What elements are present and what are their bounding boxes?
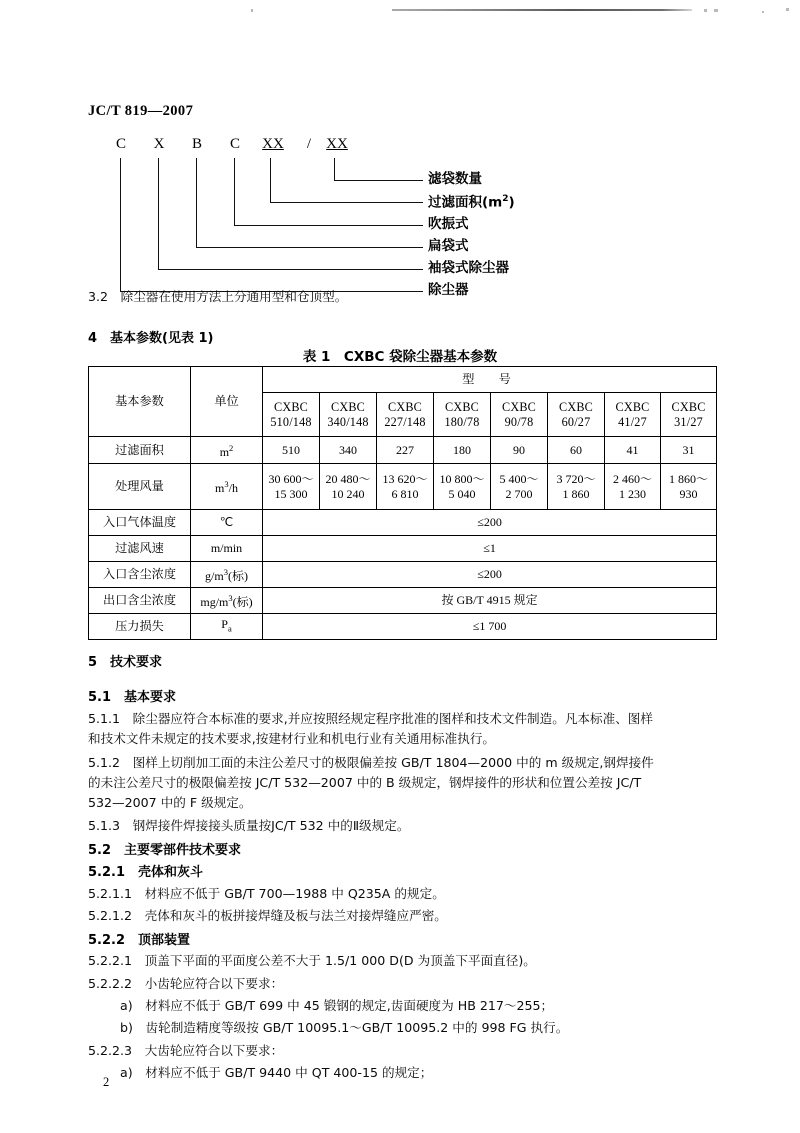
cell-value: 31: [661, 437, 717, 464]
header-cell-model-8: [661, 393, 717, 437]
model-name-line2: 60/27: [561, 414, 591, 429]
model-name-line1: CXBC: [559, 399, 593, 414]
clause-3-2: 3.2 除尘器在使用方法上分通用型和仓顶型。: [88, 289, 348, 304]
clause-5-2-2-2-item-b: b) 齿轮制造精度等级按 GB/T 10095.1～GB/T 10095.2 中的 998 FG 执行。: [120, 1020, 569, 1035]
cell-value: 41: [605, 437, 661, 464]
header-cell-unit: 单位: [191, 367, 263, 437]
cell-value: 510: [263, 437, 320, 464]
scan-artifact-line: [392, 9, 692, 11]
table-row: [89, 536, 717, 562]
row-label-air-volume: 处理风量: [89, 464, 191, 510]
unit-base: mg/m: [200, 595, 229, 609]
cell-value-top: 30 600～: [268, 471, 314, 486]
header-cell-parameter: 基本参数: [89, 367, 191, 437]
cell-value-bottom: 1 230: [619, 486, 646, 501]
clause-5-1-3: 5.1.3 钢焊接件焊接接头质量按JC/T 532 中的Ⅱ级规定。: [88, 818, 410, 833]
header-cell-model-3: [377, 393, 434, 437]
scan-artifact-dot: [762, 11, 764, 13]
section-5-2-1-heading: 5.2.1 壳体和灰斗: [88, 865, 204, 880]
unit-exponent: 2: [229, 442, 234, 453]
clause-5-1-2-line-1: 5.1.2 图样上切削加工面的未注公差尺寸的极限偏差按 GB/T 1804—2000 中的 m 级规定,钢焊接件: [88, 755, 654, 770]
cell-value-span: ≤200: [263, 562, 717, 588]
unit-base: g/m: [205, 569, 224, 583]
clause-5-1-2-line-2: 的未注公差尺寸的极限偏差按 JC/T 532—2007 中的 B 级规定，钢焊接件的形状和位置公差按 JC/T: [88, 775, 642, 790]
cell-value-top: 20 480～: [325, 471, 371, 486]
cell-value-bottom: 15 300: [274, 486, 308, 501]
running-head: JC/T 819—2007: [88, 103, 194, 119]
cell-value: [434, 464, 491, 510]
clause-5-2-2-1: 5.2.2.1 顶盖下平面的平面度公差不大于 1.5/1 000 D(D 为顶盖下平面直径)。: [88, 953, 536, 968]
leader-vline-flatbag: [196, 158, 197, 248]
designation-letter-4: C: [229, 136, 240, 152]
cell-value-span: ≤200: [263, 510, 717, 536]
row-unit-filtration-velocity: m/min: [191, 536, 263, 562]
cell-value-top: 13 620～: [382, 471, 428, 486]
cell-value: 60: [548, 437, 605, 464]
leader-hline-flatbag: [196, 247, 423, 248]
designation-separator-slash: /: [306, 136, 312, 152]
table-row: [89, 437, 717, 464]
header-cell-model-group: 型 号: [263, 367, 717, 393]
designation-letter-1: C: [115, 136, 126, 152]
cell-value: 180: [434, 437, 491, 464]
unit-subscript: a: [227, 623, 232, 634]
diagram-label-dust-collector: 除尘器: [428, 282, 469, 298]
diagram-label-filter-area-text: 过滤面积(m: [428, 194, 503, 211]
cell-value-bottom: 1 860: [562, 486, 590, 501]
row-label-inlet-gas-temperature: 入口气体温度: [89, 510, 191, 536]
header-cell-model-2: [320, 393, 377, 437]
section-5-2-2-heading: 5.2.2 顶部装置: [88, 933, 191, 948]
cell-value: 90: [491, 437, 548, 464]
scan-artifact-dot: [714, 9, 718, 12]
cell-value: [548, 464, 605, 510]
designation-letter-3: B: [191, 136, 202, 152]
cell-value-top: 5 400～: [499, 471, 539, 486]
row-label-inlet-dust-concentration: 入口含尘浓度: [89, 562, 191, 588]
table-row: [89, 562, 717, 588]
model-name-line2: 41/27: [618, 414, 647, 429]
diagram-label-filter-area-exponent: 2: [502, 194, 509, 204]
model-name-line1: CXBC: [502, 399, 536, 414]
table-caption: 表 1 CXBC 袋除尘器基本参数: [302, 349, 498, 365]
unit-exponent: 3: [224, 479, 229, 489]
basic-parameters-table: [88, 366, 717, 640]
unit-base: P: [221, 616, 228, 631]
row-label-pressure-loss: 压力损失: [89, 614, 191, 640]
row-unit-filter-area: [191, 437, 263, 464]
row-unit-pressure-loss: [191, 614, 263, 640]
model-name-line1: CXBC: [671, 399, 706, 414]
cell-value-bottom: 5 040: [448, 486, 476, 501]
designation-letter-5: XX: [262, 136, 284, 152]
cell-value: [320, 464, 377, 510]
table-header-row-group: [89, 367, 717, 393]
leader-vline-filterarea: [270, 158, 271, 203]
model-name-line2: 90/78: [504, 414, 534, 429]
scan-artifact-dot: [251, 9, 253, 12]
diagram-label-blow-type: 吹振式: [428, 216, 469, 232]
cell-value: 340: [320, 437, 377, 464]
clause-5-1-1-line-2: 和技术文件未规定的技术要求,按建材行业和机电行业有关通用标准执行。: [88, 731, 496, 746]
leader-hline-sleevebag: [158, 269, 423, 270]
header-cell-model-4: [434, 393, 491, 437]
model-name-line1: CXBC: [445, 399, 479, 414]
scan-artifact-dot: [704, 9, 707, 12]
clause-5-2-2-2-item-a: a) 材料应不低于 GB/T 699 中 45 锻钢的规定,齿面硬度为 HB 217～255；: [120, 998, 554, 1013]
leader-hline-bagcount: [334, 180, 423, 181]
row-unit-air-volume: [191, 464, 263, 510]
diagram-label-filter-area-paren: ): [508, 194, 515, 211]
model-name-line1: CXBC: [274, 399, 308, 414]
cell-value-bottom: 930: [679, 486, 698, 501]
row-label-filtration-velocity: 过滤风速: [89, 536, 191, 562]
page-number: 2: [103, 1075, 110, 1089]
unit-exponent: 3: [223, 567, 228, 577]
unit-tail: (标): [227, 569, 248, 583]
cell-value: [491, 464, 548, 510]
scan-artifact-dot: [786, 8, 789, 11]
cell-value-bottom: 6 810: [391, 486, 419, 501]
cell-value-top: 2 460～: [612, 471, 652, 486]
cell-value-span: ≤1: [263, 536, 717, 562]
unit-base: m: [219, 444, 230, 459]
cell-value: [263, 464, 320, 510]
clause-5-2-2-3: 5.2.2.3 大齿轮应符合以下要求：: [88, 1043, 284, 1058]
cell-value-span: ≤1 700: [263, 614, 717, 640]
leader-hline-blowtype: [234, 225, 423, 226]
table-row: [89, 588, 717, 614]
section-5-heading: 5 技术要求: [88, 655, 163, 670]
diagram-label-sleeve-bag-collector: 袖袋式除尘器: [428, 260, 509, 276]
row-unit-inlet-dust-concentration: [191, 562, 263, 588]
clause-4-heading: 4 基本参数(见表 1): [88, 331, 214, 346]
model-name-line1: CXBC: [388, 399, 422, 414]
leader-vline-bagcount: [334, 158, 335, 181]
diagram-label-flat-bag: 扁袋式: [428, 238, 469, 254]
model-name-line2: 227/148: [384, 414, 426, 429]
section-5-2-heading: 5.2 主要零部件技术要求: [88, 843, 242, 858]
leader-vline-blowtype: [234, 158, 235, 226]
model-name-line2: 31/27: [674, 414, 703, 429]
unit-tail: (标): [232, 595, 253, 609]
leader-vline-collector: [120, 158, 121, 292]
clause-5-1-2-line-3: 532—2007 中的 F 级规定。: [88, 795, 252, 810]
table-row: [89, 614, 717, 640]
cell-value-top: 10 800～: [439, 471, 485, 486]
model-name-line1: CXBC: [615, 399, 650, 414]
diagram-label-filter-area: [428, 195, 515, 210]
row-unit-outlet-dust-concentration: [191, 588, 263, 614]
table-row: [89, 510, 717, 536]
cell-value: [377, 464, 434, 510]
row-label-filter-area: 过滤面积: [89, 437, 191, 464]
model-name-line1: CXBC: [331, 399, 365, 414]
clause-5-2-2-3-item-a: a) 材料应不低于 GB/T 9440 中 QT 400-15 的规定；: [120, 1065, 433, 1080]
cell-value-top: 3 720～: [556, 471, 596, 486]
clause-5-2-1-2: 5.2.1.2 壳体和灰斗的板拼接焊缝及板与法兰对接焊缝应严密。: [88, 908, 447, 923]
table-row: [89, 464, 717, 510]
unit-base: m: [215, 481, 225, 495]
model-name-line2: 180/78: [444, 414, 480, 429]
model-name-line2: 340/148: [327, 414, 369, 429]
cell-value: [605, 464, 661, 510]
unit-tail: /h: [228, 481, 238, 495]
cell-value-top: 1 860～: [669, 471, 709, 486]
cell-value: [661, 464, 717, 510]
cell-value-bottom: 2 700: [505, 486, 533, 501]
header-cell-model-5: [491, 393, 548, 437]
header-cell-model-7: [605, 393, 661, 437]
row-label-outlet-dust-concentration: 出口含尘浓度: [89, 588, 191, 614]
row-unit-inlet-gas-temperature: ℃: [191, 510, 263, 536]
clause-5-2-1-1: 5.2.1.1 材料应不低于 GB/T 700—1988 中 Q235A 的规定。: [88, 886, 445, 901]
diagram-label-bag-count: 滤袋数量: [428, 171, 482, 187]
header-cell-model-6: [548, 393, 605, 437]
leader-hline-filterarea: [270, 202, 423, 203]
model-name-line2: 510/148: [270, 414, 312, 429]
cell-value: 227: [377, 437, 434, 464]
clause-5-1-1-line-1: 5.1.1 除尘器应符合本标准的要求,并应按照经规定程序批准的图样和技术文件制造。凡本标准、图样: [88, 711, 653, 726]
clause-5-2-2-2: 5.2.2.2 小齿轮应符合以下要求：: [88, 976, 284, 991]
leader-vline-sleevebag: [158, 158, 159, 270]
header-cell-model-1: [263, 393, 320, 437]
unit-exponent: 3: [228, 593, 233, 603]
cell-value-span: 按 GB/T 4915 规定: [263, 588, 717, 614]
designation-letter-7: XX: [326, 136, 348, 152]
section-5-1-heading: 5.1 基本要求: [88, 690, 177, 705]
designation-letter-2: X: [153, 136, 165, 152]
cell-value-bottom: 10 240: [331, 486, 365, 501]
